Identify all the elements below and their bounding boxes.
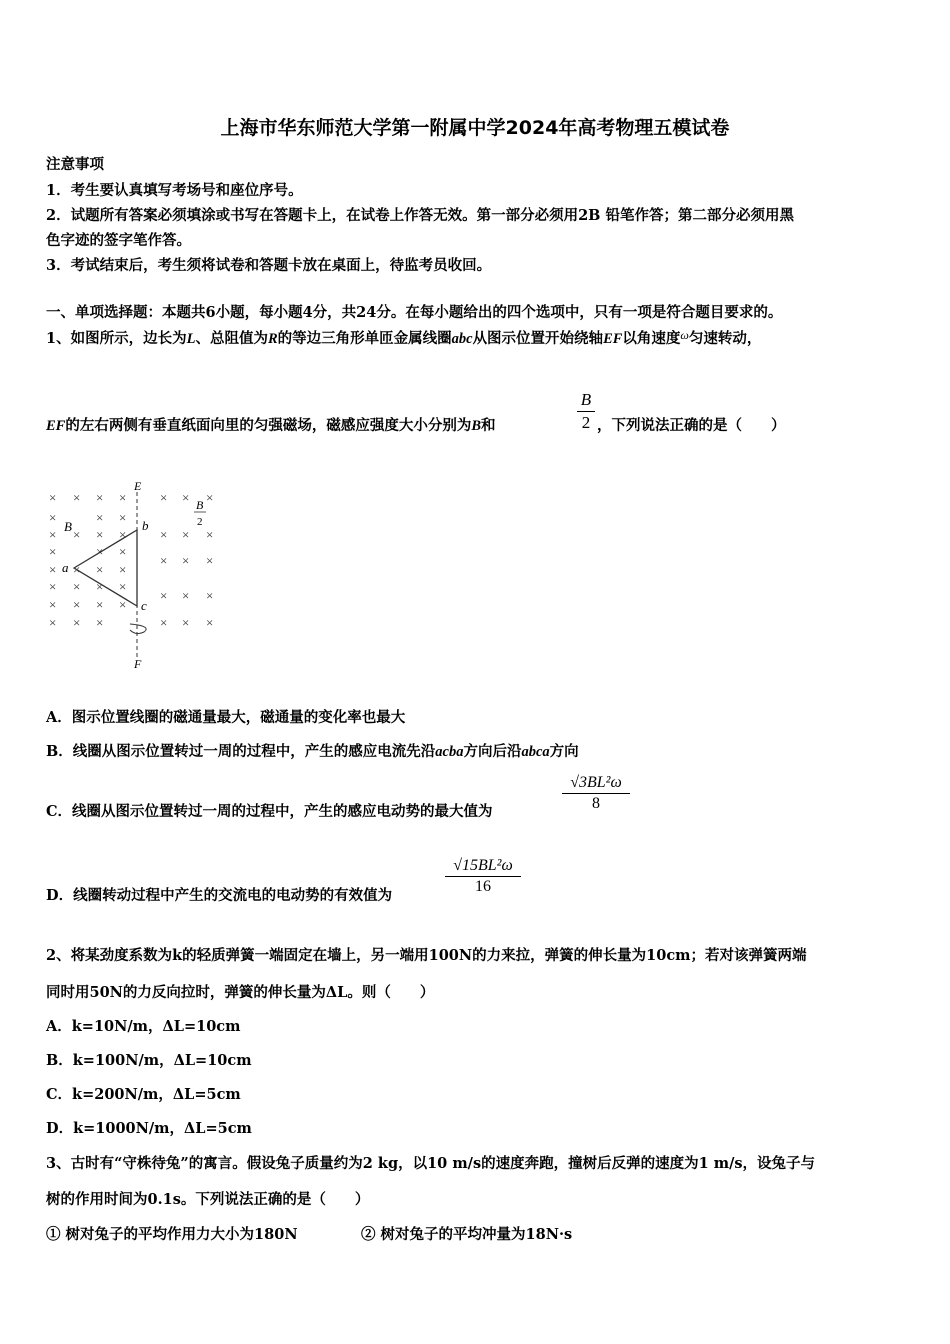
svg-text:×: × — [182, 588, 190, 603]
page-title: 上海市华东师范大学第一附属中学2024年高考物理五模试卷 — [220, 117, 730, 139]
option-c: C．线圈从图示位置转过一周的过程中，产生的感应电动势的最大值为 — [46, 803, 493, 820]
svg-text:×: × — [49, 490, 57, 505]
option-d: D．线圈转动过程中产生的交流电的电动势的有效值为 — [46, 887, 393, 904]
svg-text:×: × — [160, 588, 168, 603]
svg-text:×: × — [119, 597, 127, 612]
label-f: F — [134, 657, 142, 671]
q2-option-c: C．k=200N/m，ΔL=5cm — [46, 1086, 241, 1103]
svg-text:×: × — [49, 527, 57, 542]
svg-text:×: × — [206, 553, 214, 568]
question-2-line-1: 2、将某劲度系数为k的轻质弹簧一端固定在墙上，另一端用100N的力来拉，弹簧的伸长量为10cm；若对该弹簧两端 — [46, 947, 807, 964]
fraction-b-over-2: B 2 — [577, 390, 595, 433]
field-crosses — [49, 490, 213, 630]
label-e: E — [134, 479, 142, 493]
svg-text:×: × — [96, 490, 104, 505]
notice-heading: 注意事项 — [46, 156, 104, 173]
label-b-left: B — [64, 519, 72, 534]
section-heading: 一、单项选择题：本题共6小题，每小题4分，共24分。在每小题给出的四个选项中，只有一项是符合题目要求的。 — [46, 304, 783, 321]
q2-option-b: B．k=100N/m，ΔL=10cm — [46, 1052, 252, 1069]
q3-statement-2: ② 树对兔子的平均冲量为18N·s — [361, 1226, 573, 1243]
svg-text:×: × — [96, 544, 104, 559]
question-3-line-1: 3、古时有“守株待兔”的寓言。假设兔子质量约为2 kg，以10 m/s的速度奔跑，撞树后反弹的速度为1 m/s，设兔子与 — [46, 1155, 816, 1172]
svg-text:×: × — [49, 615, 57, 630]
option-c-fraction: √3BL²ω 8 — [562, 774, 630, 813]
magnetic-field-figure — [44, 478, 234, 673]
svg-text:×: × — [182, 553, 190, 568]
svg-text:×: × — [49, 562, 57, 577]
option-d-fraction: √15BL²ω 16 — [445, 857, 521, 896]
svg-text:×: × — [49, 597, 57, 612]
svg-text:×: × — [49, 579, 57, 594]
svg-text:×: × — [73, 597, 81, 612]
svg-text:×: × — [73, 490, 81, 505]
svg-text:×: × — [96, 615, 104, 630]
svg-text:×: × — [73, 527, 81, 542]
svg-text:×: × — [206, 615, 214, 630]
question-1-line-2: EF的左右两侧有垂直纸面向里的匀强磁场，磁感应强度大小分别为B和 — [46, 417, 496, 434]
svg-text:×: × — [206, 490, 214, 505]
question-1-prompt-end: ，下列说法正确的是（ ） — [597, 417, 786, 434]
notice-item: 1．考生要认真填写考场号和座位序号。 — [46, 182, 303, 199]
question-1-line-1: 1、如图所示，边长为L、总阻值为R的等边三角形单匝金属线圈abc从图示位置开始绕轴EF以角速度$^\omega$匀速转动， — [46, 328, 762, 347]
label-b2-den: 2 — [197, 516, 203, 528]
svg-text:×: × — [49, 510, 57, 525]
svg-text:×: × — [160, 527, 168, 542]
svg-text:×: × — [96, 597, 104, 612]
notice-item: 2．试题所有答案必须填涂或书写在答题卡上，在试卷上作答无效。第一部分必须用2B 铅笔作答；第二部分必须用黑 — [46, 207, 794, 224]
triangle-coil — [74, 530, 137, 606]
svg-text:×: × — [119, 562, 127, 577]
svg-text:×: × — [96, 527, 104, 542]
label-c: c — [141, 598, 147, 613]
notice-item: 3．考试结束后，考生须将试卷和答题卡放在桌面上，待监考员收回。 — [46, 257, 492, 274]
question-3-line-2: 树的作用时间为0.1s。下列说法正确的是（ ） — [46, 1191, 370, 1208]
svg-text:×: × — [119, 510, 127, 525]
svg-text:×: × — [119, 527, 127, 542]
q2-option-a: A．k=10N/m，ΔL=10cm — [46, 1018, 241, 1035]
option-a: A．图示位置线圈的磁通量最大，磁通量的变化率也最大 — [46, 709, 406, 726]
svg-text:×: × — [182, 527, 190, 542]
option-b: B．线圈从图示位置转过一周的过程中，产生的感应电流先沿acba方向后沿abca方向 — [46, 743, 579, 760]
svg-text:×: × — [96, 562, 104, 577]
svg-text:×: × — [182, 615, 190, 630]
svg-text:×: × — [160, 490, 168, 505]
svg-text:×: × — [160, 615, 168, 630]
notice-item: 色字迹的签字笔作答。 — [46, 232, 191, 249]
q3-statement-1: ① 树对兔子的平均作用力大小为180N — [46, 1226, 298, 1243]
svg-text:×: × — [119, 544, 127, 559]
svg-text:×: × — [49, 544, 57, 559]
svg-text:×: × — [182, 490, 190, 505]
svg-text:×: × — [206, 588, 214, 603]
rotation-arrow-icon — [130, 624, 146, 634]
svg-text:×: × — [206, 527, 214, 542]
q2-option-d: D．k=1000N/m，ΔL=5cm — [46, 1120, 252, 1137]
svg-text:×: × — [119, 490, 127, 505]
label-a: a — [62, 560, 69, 575]
svg-text:×: × — [73, 615, 81, 630]
question-2-line-2: 同时用50N的力反向拉时，弹簧的伸长量为ΔL。则（ ） — [46, 984, 435, 1001]
label-b2-num: B — [196, 498, 204, 512]
svg-text:×: × — [73, 579, 81, 594]
svg-text:×: × — [160, 553, 168, 568]
svg-text:×: × — [96, 510, 104, 525]
svg-text:×: × — [96, 579, 104, 594]
label-b: b — [142, 518, 149, 533]
svg-text:×: × — [119, 579, 127, 594]
svg-text:×: × — [73, 562, 81, 577]
